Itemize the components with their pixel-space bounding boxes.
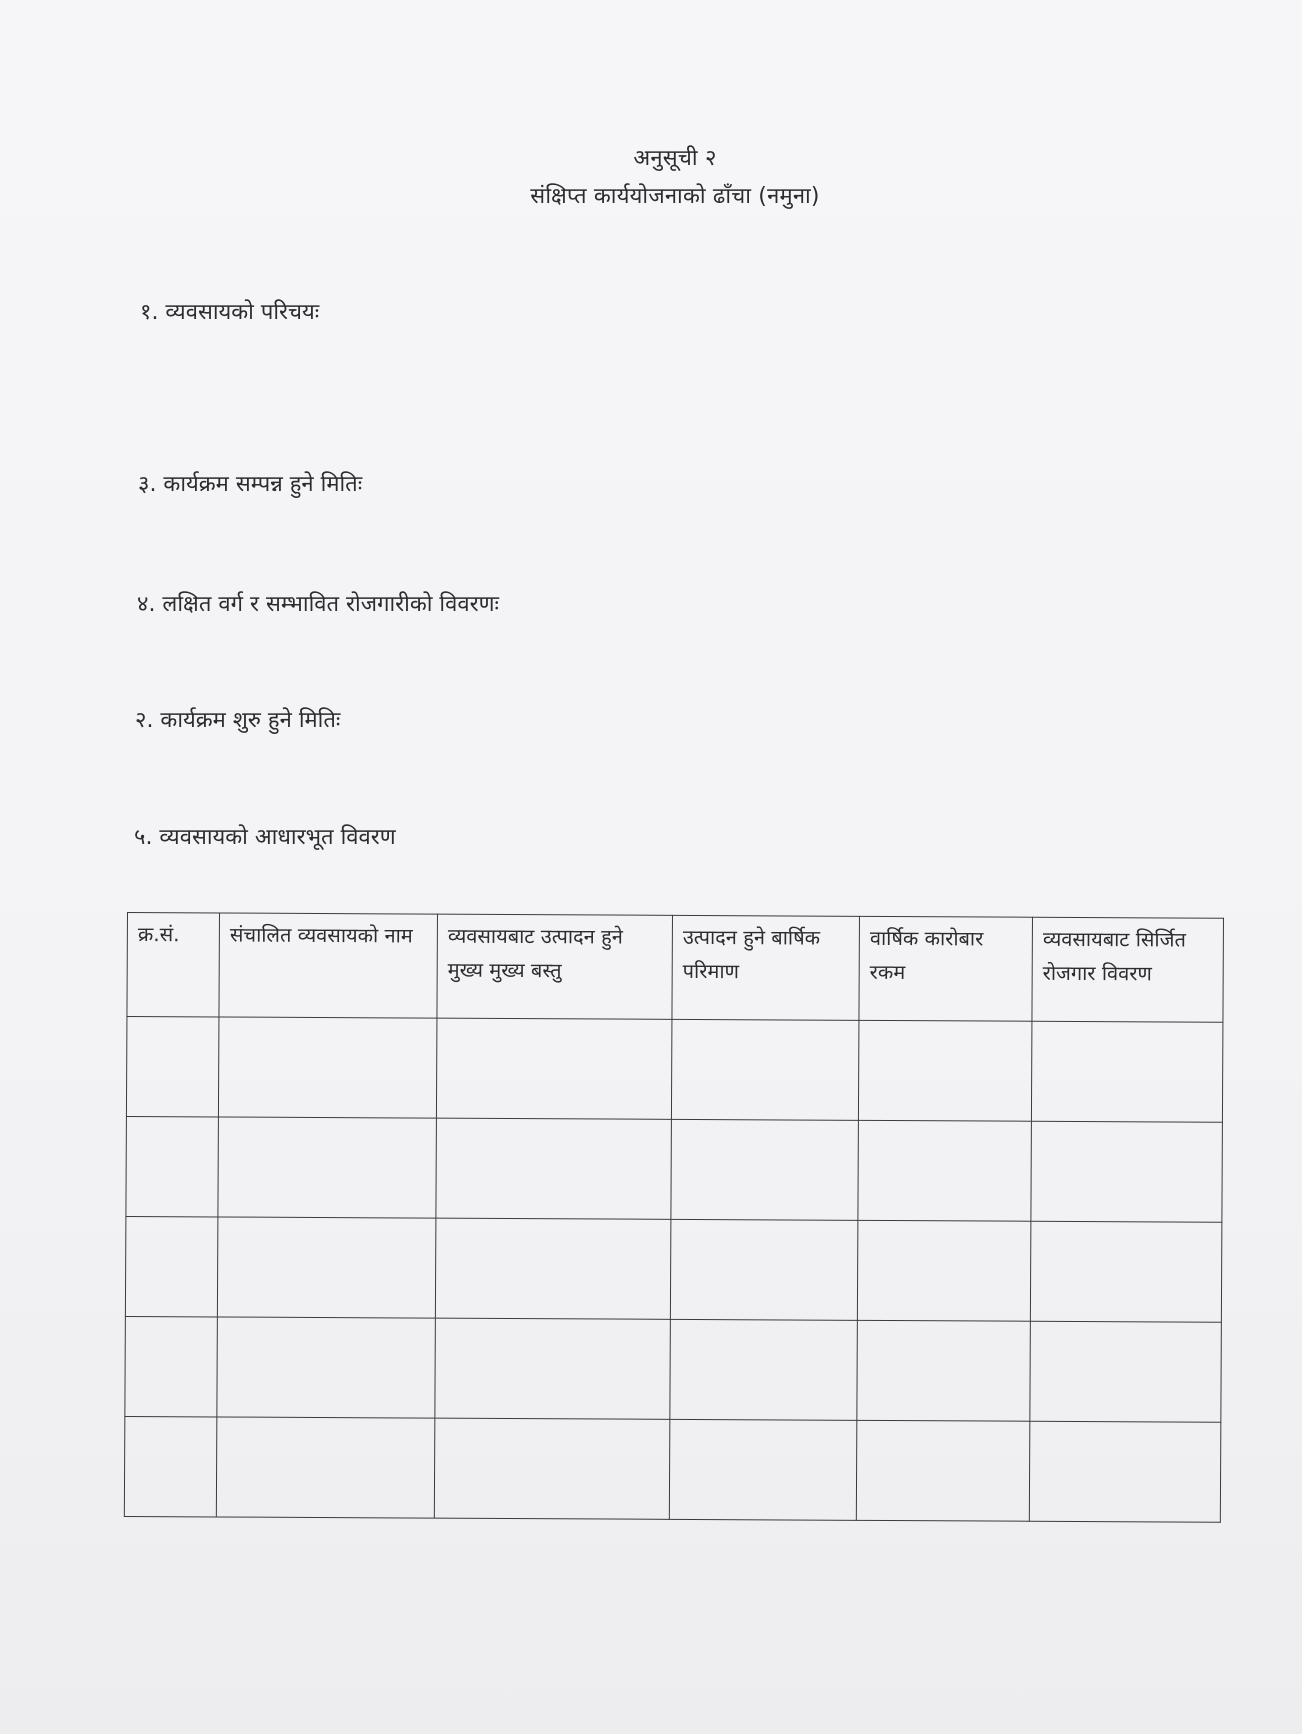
table-cell: [436, 1018, 672, 1119]
table-cell: [435, 1218, 671, 1319]
section-target-group-employment: ४. लक्षित वर्ग र सम्भावित रोजगारीको विवरणः: [137, 592, 499, 617]
table-cell: [216, 1417, 435, 1518]
table-cell: [217, 1217, 436, 1318]
table-cell: [669, 1419, 857, 1520]
table-cell: [125, 1316, 218, 1416]
business-details-table-wrapper: [124, 912, 1223, 1533]
column-header-serial: क्र.सं.: [127, 913, 220, 1017]
section-program-completion-date: ३. कार्यक्रम सम्पन्न हुने मितिः: [138, 472, 363, 497]
document-title: संक्षिप्त कार्ययोजनाको ढाँचा (नमुना): [530, 184, 820, 209]
table-cell: [435, 1318, 671, 1419]
column-header-main-products: व्यवसायबाट उत्पादन हुने मुख्य मुख्य बस्तु: [437, 914, 673, 1019]
table-cell: [124, 1416, 217, 1516]
table-header-row: [127, 913, 1224, 1023]
document-header: [400, 140, 950, 216]
column-header-annual-turnover: वार्षिक कारोबार रकम: [859, 916, 1033, 1021]
table-cell: [858, 1120, 1032, 1221]
table-row: [126, 1017, 1223, 1123]
section-business-introduction: १. व्यवसायको परिचयः: [140, 300, 320, 325]
schedule-label: अनुसूची २: [633, 146, 717, 171]
table-row: [126, 1116, 1223, 1222]
table-cell: [1031, 1121, 1223, 1222]
table-cell: [671, 1019, 859, 1120]
table-cell: [217, 1317, 436, 1418]
table-cell: [670, 1319, 858, 1420]
table-cell: [857, 1320, 1031, 1421]
section-program-start-date: २. कार्यक्रम शुरु हुने मितिः: [135, 708, 341, 733]
table-cell: [671, 1119, 859, 1220]
table-row: [125, 1316, 1222, 1422]
table-cell: [218, 1017, 437, 1118]
business-details-table: [124, 912, 1224, 1523]
table-cell: [434, 1418, 670, 1519]
table-cell: [218, 1117, 437, 1218]
table-cell: [1029, 1421, 1221, 1522]
section-business-basic-details: ५. व्यवसायको आधारभूत विवरण: [134, 825, 396, 850]
table-row: [125, 1216, 1222, 1322]
table-cell: [126, 1116, 219, 1216]
column-header-annual-quantity: उत्पादन हुने बार्षिक परिमाण: [672, 915, 860, 1020]
table-cell: [858, 1020, 1032, 1121]
table-cell: [126, 1017, 219, 1117]
table-row: [124, 1416, 1221, 1522]
table-cell: [436, 1118, 672, 1219]
table-cell: [856, 1420, 1030, 1521]
table-cell: [670, 1219, 858, 1320]
table-cell: [1030, 1221, 1222, 1322]
column-header-business-name: संचालित व्यवसायको नाम: [219, 913, 438, 1018]
table-cell: [1030, 1321, 1222, 1422]
table-cell: [1031, 1021, 1223, 1122]
table-cell: [857, 1220, 1031, 1321]
column-header-employment-details: व्यवसायबाट सिर्जित रोजगार विवरण: [1032, 917, 1224, 1022]
table-cell: [125, 1216, 218, 1316]
